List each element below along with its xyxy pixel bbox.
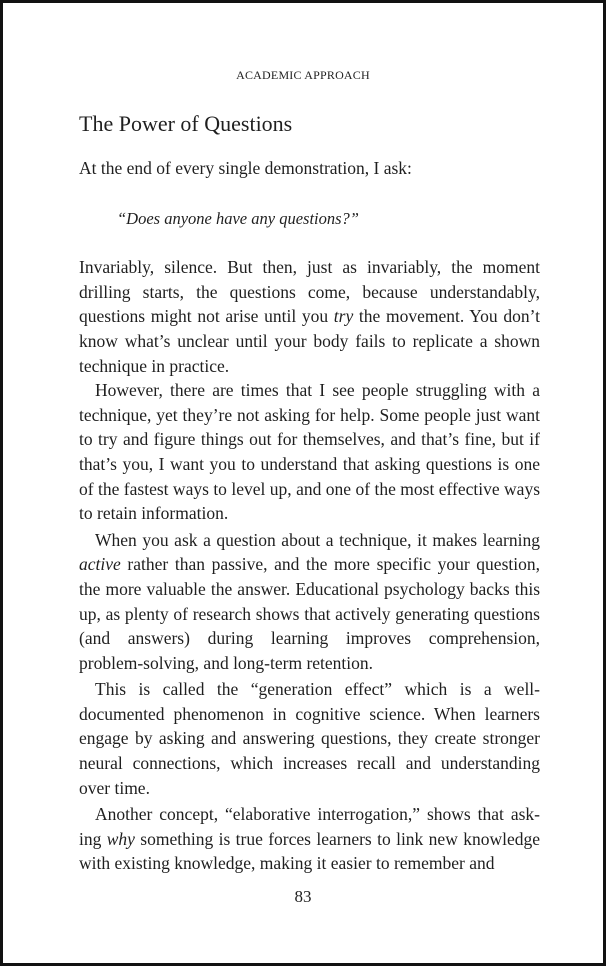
page-body [79, 156, 540, 876]
paragraph-4: This is called the “generation effect” which is a well-documented phenomenon in cognitive science. When learners engage by asking and answering questions, they create stronger neural connections, which increases recall and understanding over time. [79, 679, 540, 798]
paragraph-3-emphasis: active [79, 554, 121, 575]
paragraph-3-text-a: When you ask a question about a technique, it makes learning [95, 529, 540, 550]
paragraph-5-text-b: something is true forces learners to link new knowledge with existing knowledge, making it easier to remember and [79, 828, 540, 874]
paragraph-1-text-b: the movement. You don’t know what’s unclear until your body fails to replicate a shown technique in practice. [79, 306, 540, 376]
section-title: The Power of Questions [79, 111, 293, 136]
paragraph-1 [79, 255, 540, 378]
paragraph-3-text-b: rather than passive, and the more specific your question, the more valuable the answer. Educational psychology backs this up, as plenty of research shows that actively generating questions (and answers) during learning improves comprehension, problem-solving, and long-term retention. [79, 554, 540, 673]
intro-paragraph: At the end of every single demonstration, I ask: [79, 158, 412, 178]
paragraph-5 [79, 802, 540, 876]
running-head: ACADEMIC APPROACH [236, 68, 370, 82]
page-number: 83 [294, 887, 312, 906]
paragraph-1-text-a: Invariably, silence. But then, just as invariably, the moment drilling starts, the questions come, because understandably, questions might not arise until you [79, 257, 540, 327]
paragraph-3 [79, 528, 540, 676]
block-quote: “Does anyone have any questions?” [117, 208, 359, 228]
paragraph-5-emphasis: why [106, 828, 135, 849]
paragraph-1-emphasis: try [333, 306, 354, 327]
paragraph-5-text-a: Another concept, “elaborative interrogation,” shows that asking [79, 804, 540, 849]
paragraph-2: However, there are times that I see people struggling with a technique, yet they’re not asking for help. Some people just want to try and figure things out for themselves, and that’s fine, but if that’s you, I want you to understand that asking questions is one of the fastest ways to level up, and one of the most effective ways to retain information. [79, 380, 540, 524]
